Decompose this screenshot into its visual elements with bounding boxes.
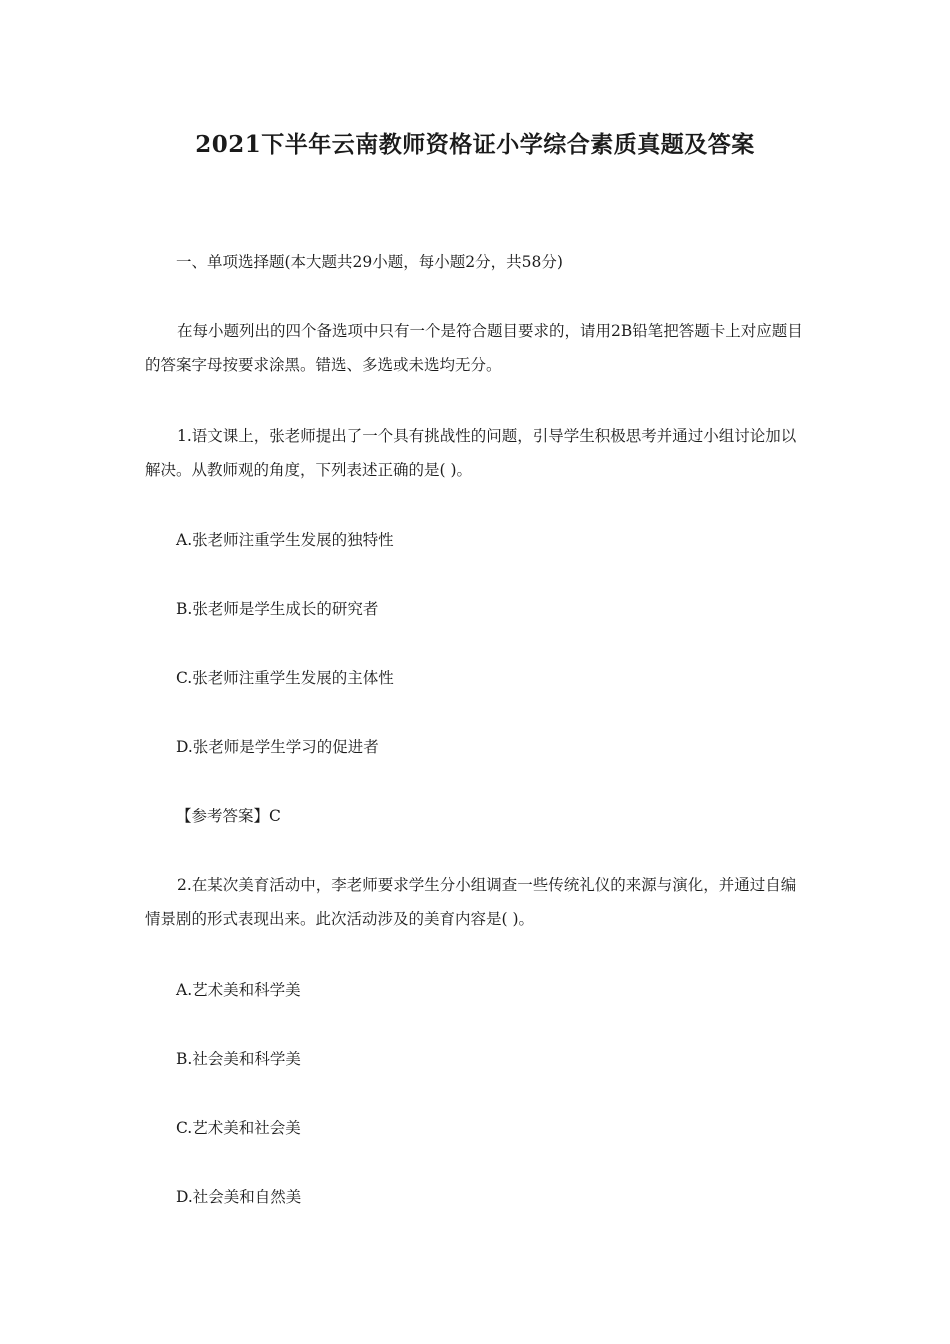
question-1-answer: 【参考答案】C (176, 807, 281, 825)
question-2-option-b: B.社会美和科学美 (176, 1050, 301, 1068)
instructions-paragraph: 在每小题列出的四个备选项中只有一个是符合题目要求的，请用2B铅笔把答题卡上对应题目的答案字母按要求涂黑。错选、多选或未选均无分。 (145, 322, 803, 374)
question-2-option-a: A.艺术美和科学美 (176, 981, 301, 999)
question-2-option-d: D.社会美和自然美 (176, 1188, 302, 1206)
question-1-option-c: C.张老师注重学生发展的主体性 (176, 669, 394, 687)
document-title: 2021下半年云南教师资格证小学综合素质真题及答案 (195, 131, 755, 158)
question-1-stem: 1.语文课上，张老师提出了一个具有挑战性的问题，引导学生积极思考并通过小组讨论加以解决。从教师观的角度，下列表述正确的是( )。 (145, 427, 797, 479)
question-1-option-b: B.张老师是学生成长的研究者 (176, 600, 379, 618)
question-2-option-c: C.艺术美和社会美 (176, 1119, 301, 1137)
question-1-option-d: D.张老师是学生学习的促进者 (176, 738, 379, 756)
question-1-option-a: A.张老师注重学生发展的独特性 (176, 531, 394, 549)
section-heading: 一、单项选择题(本大题共29小题，每小题2分，共58分) (176, 253, 563, 271)
question-2-stem: 2.在某次美育活动中，李老师要求学生分小组调查一些传统礼仪的来源与演化，并通过自编情景剧的形式表现出来。此次活动涉及的美育内容是( )。 (145, 876, 797, 928)
